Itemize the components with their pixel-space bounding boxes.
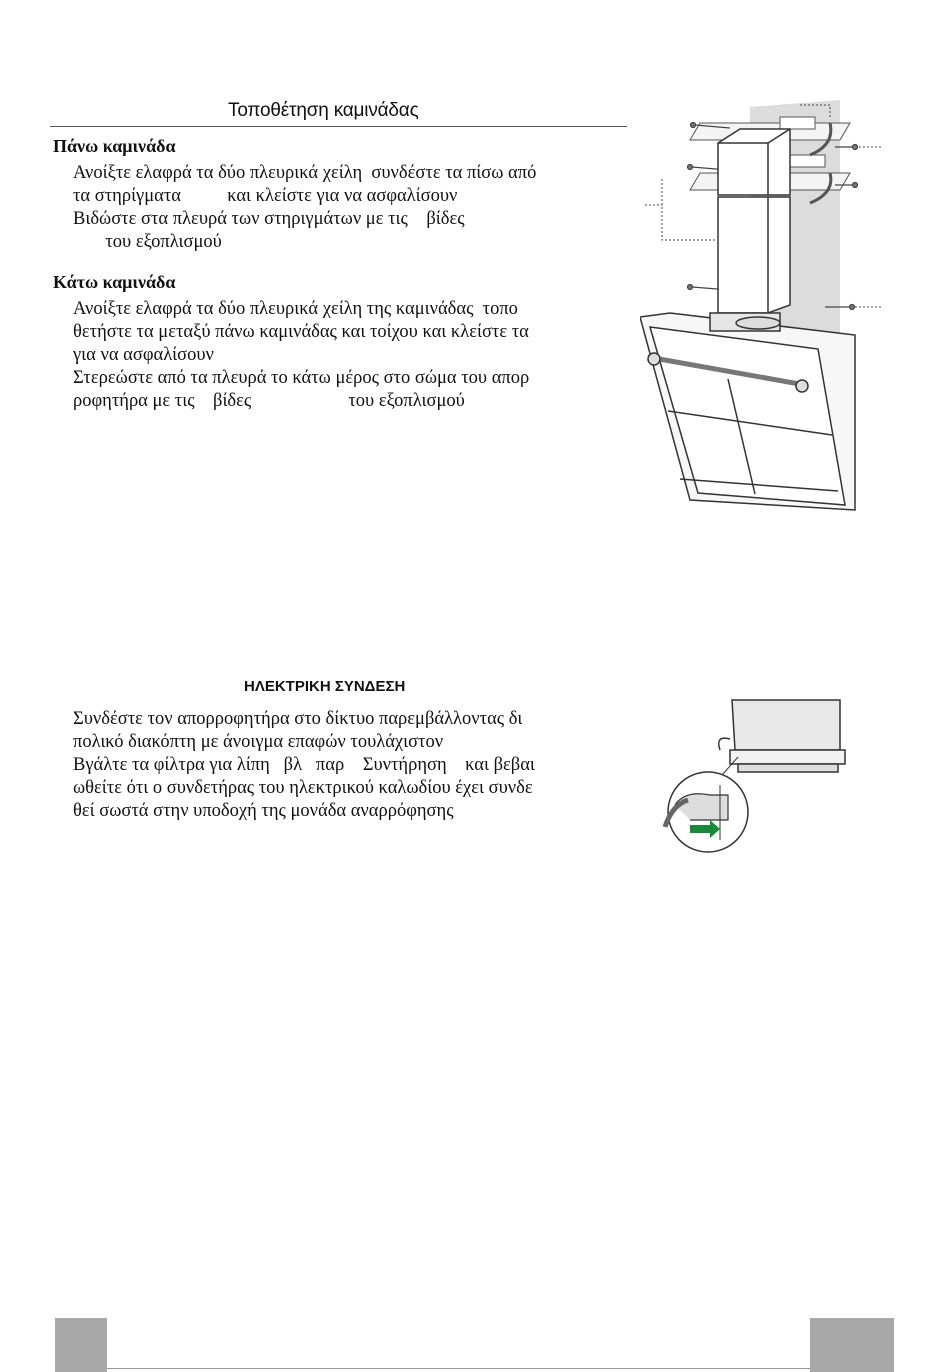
lower-chimney-text <box>73 298 529 413</box>
lower-chimney-shape <box>718 197 790 313</box>
text-line: πολικό διακόπτη με άνοιγμα επαφών τουλάχιστον <box>73 732 444 752</box>
text-line: για να ασφαλίσουν <box>73 345 214 365</box>
chimney-installation-diagram <box>640 95 890 515</box>
text-line: Βιδώστε στα πλευρά των στηριγμάτων με τις βίδες <box>73 209 465 229</box>
lower-chimney-heading: Κάτω καμινάδα <box>53 272 176 292</box>
upper-chimney-heading: Πάνω καμινάδα <box>53 136 176 156</box>
text-line: του εξοπλισμού <box>73 232 222 252</box>
electrical-connector-diagram <box>660 695 860 855</box>
footer-right-tab <box>810 1318 894 1372</box>
text-line: θετήστε τα μεταξύ πάνω καμινάδας και τοίχου και κλείστε τα <box>73 322 529 342</box>
cable-shape <box>719 738 730 750</box>
detail-magnifier <box>665 772 748 852</box>
upper-chimney-shape <box>718 129 790 195</box>
upper-chimney-text <box>73 162 536 254</box>
footer-left-tab <box>55 1318 107 1372</box>
text-line: ροφητήρα με τις βίδες του εξοπλισμού <box>73 391 465 411</box>
text-line: Ανοίξτε ελαφρά τα δύο πλευρικά χείλη συνδέστε τα πίσω από <box>73 163 537 183</box>
text-line: τα στηρίγματα και κλείστε για να ασφαλίσουν <box>73 186 458 206</box>
footer-rule <box>107 1368 810 1369</box>
hood-body-shape <box>640 313 855 510</box>
section-title-chimney: Τοποθέτηση καμινάδας <box>228 100 419 121</box>
text-line: ωθείτε ότι ο συνδετήρας του ηλεκτρικού καλωδίου έχει συνδε <box>73 778 533 798</box>
electrical-text <box>73 708 535 823</box>
text-line: Συνδέστε τον απορροφητήρα στο δίκτυο παρεμβάλλοντας δι <box>73 709 523 729</box>
text-line: θεί σωστά στην υποδοχή της μονάδα αναρρόφησης <box>73 801 454 821</box>
section-title-electrical: ΗΛΕΚΤΡΙΚΗ ΣΥΝΔΕΣΗ <box>244 678 406 695</box>
text-line: Ανοίξτε ελαφρά τα δύο πλευρικά χείλη της καμινάδας τοπο <box>73 299 518 319</box>
title-divider <box>50 126 627 127</box>
text-line: Στερεώστε από τα πλευρά το κάτω μέρος στο σώμα του απορ <box>73 368 530 388</box>
motor-unit-shape <box>730 700 845 772</box>
text-line: Βγάλτε τα φίλτρα για λίπη βλ παρ Συντήρηση και βεβαι <box>73 755 535 775</box>
